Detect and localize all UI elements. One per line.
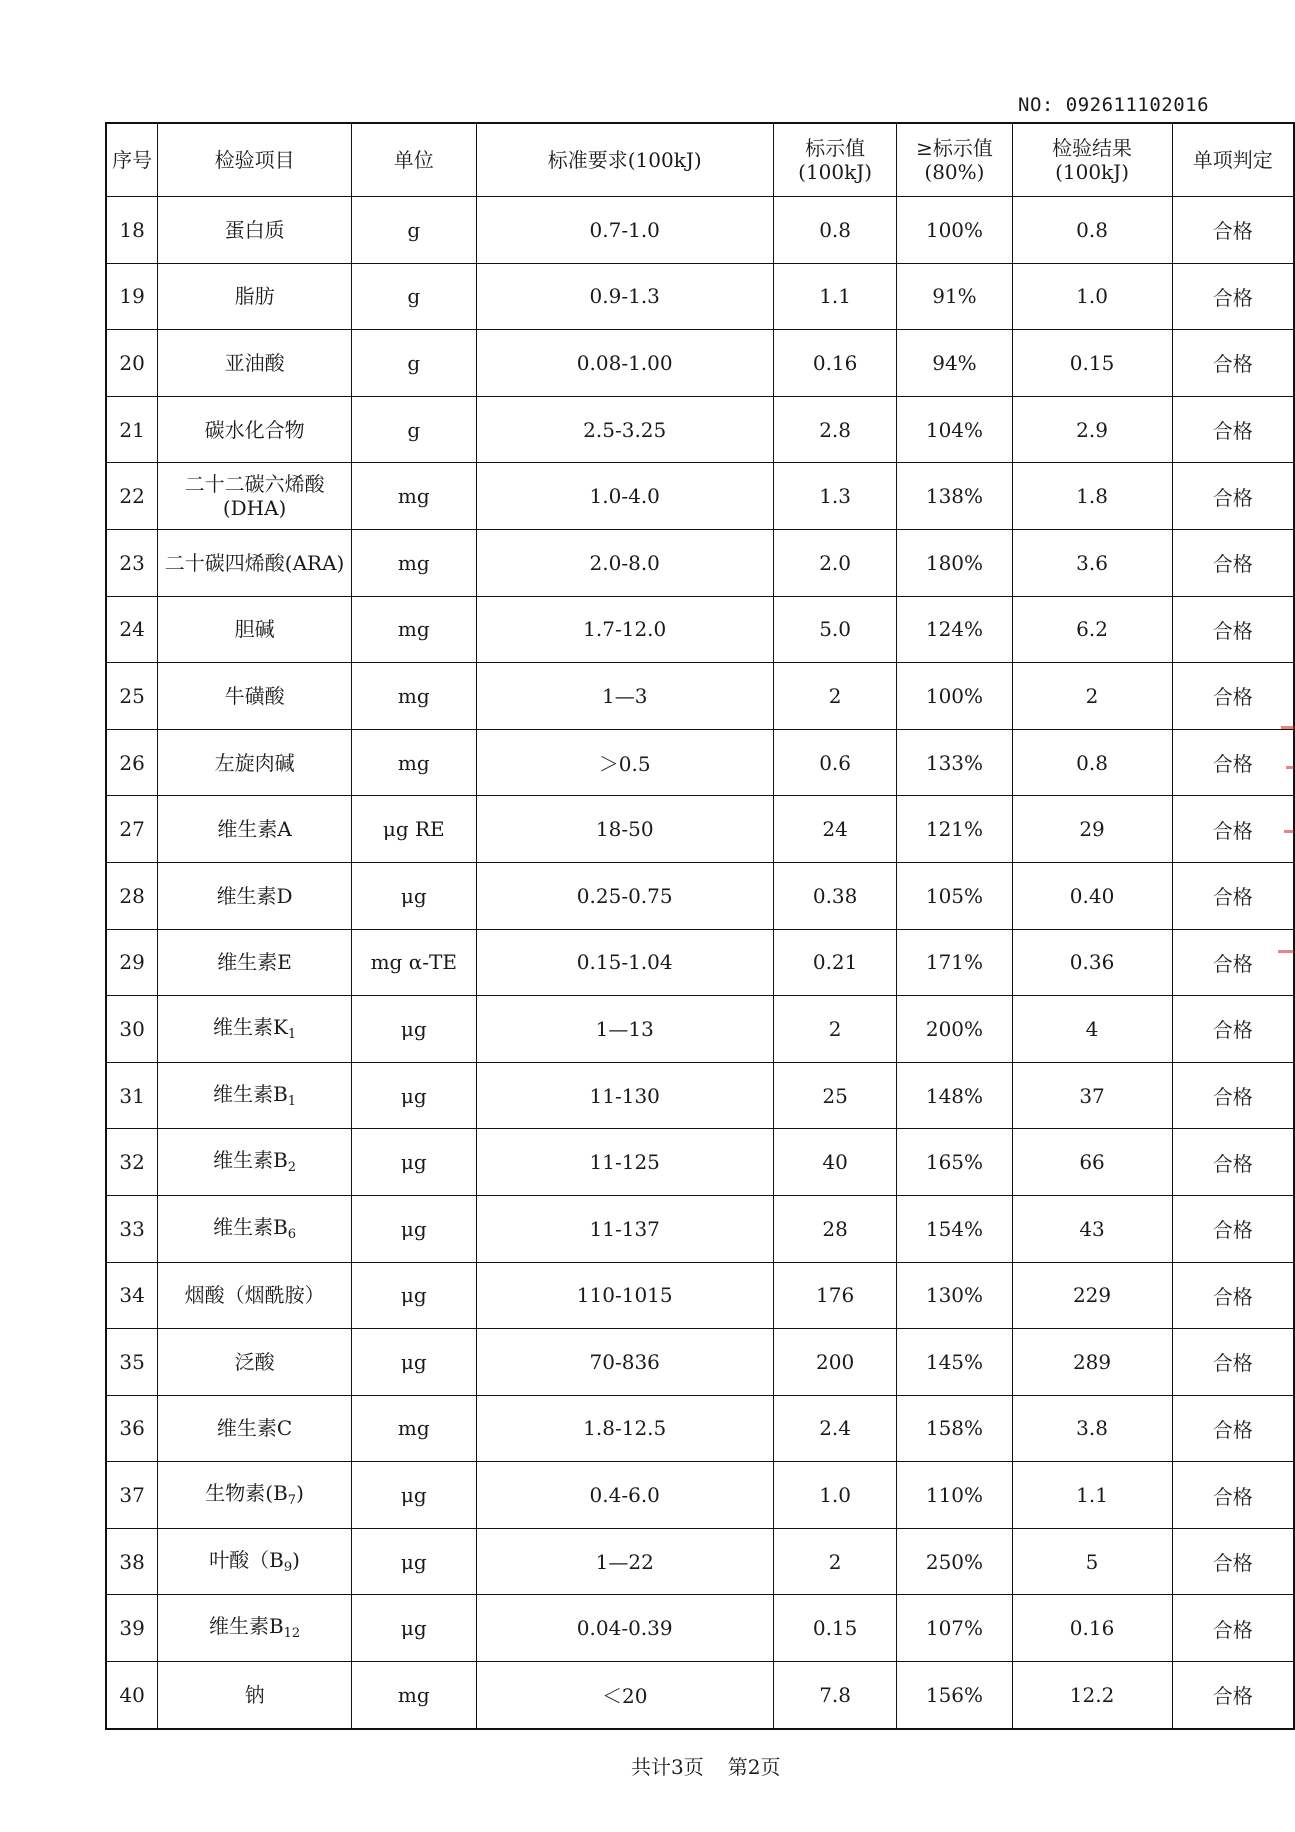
item-name: 维生素D [216, 883, 293, 908]
cell-seq: 26 [106, 729, 158, 796]
cell-item [158, 1195, 352, 1262]
cell-standard: 1—13 [476, 996, 773, 1063]
cell-result: 229 [1012, 1262, 1172, 1329]
cell-standard: 11-137 [476, 1195, 773, 1262]
stamp-edge-mark [1284, 830, 1294, 833]
header-ge-label-line1: ≥标示值 [916, 136, 993, 160]
cell-result: 12.2 [1012, 1662, 1172, 1729]
cell-result: 66 [1012, 1129, 1172, 1196]
cell-judgement: 合格 [1172, 1062, 1294, 1129]
cell-pct: 107% [897, 1595, 1012, 1662]
cell-result: 0.40 [1012, 862, 1172, 929]
cell-result: 43 [1012, 1195, 1172, 1262]
cell-standard: 18-50 [476, 796, 773, 863]
item-subscript: 2 [287, 1160, 297, 1176]
cell-label: 2.8 [773, 396, 896, 463]
table-row [106, 729, 1294, 796]
item-name: 左旋肉碱 [214, 750, 295, 775]
cell-seq: 36 [106, 1395, 158, 1462]
cell-seq: 39 [106, 1595, 158, 1662]
stamp-edge-mark [1281, 726, 1295, 729]
cell-pct: 180% [897, 529, 1012, 596]
cell-pct: 104% [897, 396, 1012, 463]
cell-standard: 11-125 [476, 1129, 773, 1196]
table-row [106, 1662, 1294, 1729]
cell-unit: mg [352, 463, 477, 530]
cell-standard: 1.0-4.0 [476, 463, 773, 530]
total-pages: 共计3页 [631, 1755, 704, 1779]
cell-seq: 29 [106, 929, 158, 996]
cell-result: 289 [1012, 1329, 1172, 1396]
cell-item [158, 1329, 352, 1396]
cell-result: 4 [1012, 996, 1172, 1063]
cell-judgement: 合格 [1172, 1595, 1294, 1662]
header-result-line2: (100kJ) [1055, 160, 1129, 184]
cell-standard: ＞0.5 [476, 729, 773, 796]
cell-seq: 34 [106, 1262, 158, 1329]
item-name: 维生素C [216, 1416, 293, 1441]
cell-unit: μg [352, 996, 477, 1063]
cell-seq: 40 [106, 1662, 158, 1729]
item-subscript: 1 [287, 1027, 297, 1043]
cell-result: 0.8 [1012, 197, 1172, 264]
table-row [106, 929, 1294, 996]
item-name: 维生素B [213, 1214, 288, 1239]
cell-standard: 70-836 [476, 1329, 773, 1396]
cell-pct: 165% [897, 1129, 1012, 1196]
cell-item [158, 1462, 352, 1529]
header-result [1012, 123, 1172, 197]
cell-item [158, 263, 352, 330]
cell-item [158, 729, 352, 796]
item-name: 蛋白质 [224, 217, 285, 242]
cell-seq: 25 [106, 663, 158, 730]
header-unit-text: 单位 [393, 148, 434, 172]
cell-unit: mg [352, 596, 477, 663]
cell-standard: 110-1015 [476, 1262, 773, 1329]
header-ge-label-line2: (80%) [924, 160, 985, 184]
cell-item [158, 862, 352, 929]
header-label-value [773, 123, 896, 197]
cell-unit: μg [352, 1129, 477, 1196]
cell-seq: 19 [106, 263, 158, 330]
item-subscript: 9 [283, 1559, 293, 1575]
cell-standard: 1.8-12.5 [476, 1395, 773, 1462]
cell-judgement: 合格 [1172, 197, 1294, 264]
table-row [106, 197, 1294, 264]
item-suffix: ) [292, 1547, 300, 1572]
cell-judgement: 合格 [1172, 862, 1294, 929]
cell-pct: 133% [897, 729, 1012, 796]
cell-pct: 105% [897, 862, 1012, 929]
current-page: 第2页 [727, 1755, 781, 1779]
cell-unit: g [352, 396, 477, 463]
cell-result: 0.36 [1012, 929, 1172, 996]
table-row [106, 1062, 1294, 1129]
header-standard-text: 标准要求(100kJ) [547, 148, 702, 172]
cell-item [158, 1062, 352, 1129]
table-row [106, 1462, 1294, 1529]
cell-standard: 1—3 [476, 663, 773, 730]
cell-unit: mg [352, 1662, 477, 1729]
cell-result: 2.9 [1012, 396, 1172, 463]
cell-item [158, 663, 352, 730]
header-ge-label [897, 123, 1012, 197]
cell-unit: μg [352, 862, 477, 929]
cell-judgement: 合格 [1172, 796, 1294, 863]
cell-label: 1.0 [773, 1462, 896, 1529]
table-row [106, 1329, 1294, 1396]
cell-label: 2 [773, 996, 896, 1063]
cell-pct: 91% [897, 263, 1012, 330]
item-name: 维生素B [213, 1148, 288, 1173]
item-name: 维生素A [217, 817, 292, 842]
cell-standard: 0.08-1.00 [476, 330, 773, 397]
cell-unit: μg [352, 1462, 477, 1529]
cell-unit: mg [352, 729, 477, 796]
table-header-row [106, 123, 1294, 197]
cell-seq: 21 [106, 396, 158, 463]
cell-label: 2 [773, 1528, 896, 1595]
cell-label: 24 [773, 796, 896, 863]
cell-unit: mg [352, 1395, 477, 1462]
cell-label: 2.0 [773, 529, 896, 596]
cell-result: 2 [1012, 663, 1172, 730]
cell-seq: 24 [106, 596, 158, 663]
cell-label: 0.21 [773, 929, 896, 996]
cell-label: 5.0 [773, 596, 896, 663]
cell-seq: 37 [106, 1462, 158, 1529]
item-name: 二十二碳六烯酸 [184, 472, 325, 497]
table-row [106, 463, 1294, 530]
header-judgement-text: 单项判定 [1192, 148, 1273, 172]
cell-unit: μg RE [352, 796, 477, 863]
item-name: 维生素K [212, 1015, 288, 1040]
item-name: 泛酸 [234, 1349, 275, 1374]
cell-seq: 22 [106, 463, 158, 530]
cell-judgement: 合格 [1172, 1662, 1294, 1729]
cell-label: 2.4 [773, 1395, 896, 1462]
cell-pct: 250% [897, 1528, 1012, 1595]
table-row [106, 529, 1294, 596]
cell-pct: 124% [897, 596, 1012, 663]
cell-judgement: 合格 [1172, 1528, 1294, 1595]
cell-seq: 28 [106, 862, 158, 929]
cell-unit: μg [352, 1329, 477, 1396]
cell-judgement: 合格 [1172, 929, 1294, 996]
table-row [106, 396, 1294, 463]
cell-item [158, 1395, 352, 1462]
cell-result: 0.8 [1012, 729, 1172, 796]
cell-judgement: 合格 [1172, 1462, 1294, 1529]
cell-item [158, 796, 352, 863]
header-seq [106, 123, 158, 197]
cell-judgement: 合格 [1172, 1195, 1294, 1262]
header-item-text: 检验项目 [214, 148, 295, 172]
cell-label: 0.38 [773, 862, 896, 929]
cell-label: 40 [773, 1129, 896, 1196]
cell-unit: μg [352, 1528, 477, 1595]
header-label-value-line2: (100kJ) [798, 160, 873, 184]
cell-pct: 200% [897, 996, 1012, 1063]
item-name: 二十碳四烯酸(ARA) [164, 550, 345, 575]
cell-label: 1.1 [773, 263, 896, 330]
cell-seq: 33 [106, 1195, 158, 1262]
cell-item [158, 596, 352, 663]
cell-seq: 27 [106, 796, 158, 863]
cell-unit: μg [352, 1062, 477, 1129]
cell-result: 1.0 [1012, 263, 1172, 330]
item-name: 碳水化合物 [204, 417, 305, 442]
cell-judgement: 合格 [1172, 263, 1294, 330]
item-subscript: 12 [283, 1626, 301, 1642]
stamp-edge-mark [1278, 950, 1294, 953]
header-item [158, 123, 352, 197]
cell-seq: 32 [106, 1129, 158, 1196]
cell-judgement: 合格 [1172, 1262, 1294, 1329]
cell-judgement: 合格 [1172, 529, 1294, 596]
header-seq-text: 序号 [112, 148, 153, 172]
cell-label: 2 [773, 663, 896, 730]
item-name: 维生素B [208, 1614, 284, 1639]
cell-judgement: 合格 [1172, 996, 1294, 1063]
cell-seq: 38 [106, 1528, 158, 1595]
table-row [106, 1262, 1294, 1329]
cell-unit: mg [352, 529, 477, 596]
cell-unit: g [352, 330, 477, 397]
cell-seq: 18 [106, 197, 158, 264]
cell-unit: μg [352, 1262, 477, 1329]
cell-pct: 148% [897, 1062, 1012, 1129]
cell-item [158, 1595, 352, 1662]
cell-result: 3.6 [1012, 529, 1172, 596]
header-unit [352, 123, 477, 197]
header-result-line1: 检验结果 [1052, 136, 1133, 160]
cell-pct: 158% [897, 1395, 1012, 1462]
item-subscript: 1 [287, 1093, 297, 1109]
cell-result: 0.16 [1012, 1595, 1172, 1662]
cell-standard: 0.04-0.39 [476, 1595, 773, 1662]
cell-item [158, 929, 352, 996]
cell-pct: 110% [897, 1462, 1012, 1529]
table-row [106, 596, 1294, 663]
cell-item [158, 396, 352, 463]
cell-label: 1.3 [773, 463, 896, 530]
cell-pct: 94% [897, 330, 1012, 397]
item-name: 烟酸（烟酰胺） [184, 1283, 325, 1308]
header-judgement [1172, 123, 1294, 197]
table-row [106, 1129, 1294, 1196]
cell-result: 5 [1012, 1528, 1172, 1595]
cell-item [158, 1662, 352, 1729]
item-name: 叶酸（B [209, 1547, 284, 1572]
cell-pct: 121% [897, 796, 1012, 863]
cell-item [158, 1262, 352, 1329]
item-subscript: 7 [287, 1493, 297, 1509]
cell-unit: mg [352, 663, 477, 730]
cell-judgement: 合格 [1172, 463, 1294, 530]
cell-judgement: 合格 [1172, 1129, 1294, 1196]
cell-result: 1.1 [1012, 1462, 1172, 1529]
item-suffix: ) [296, 1481, 304, 1506]
cell-item [158, 197, 352, 264]
cell-pct: 154% [897, 1195, 1012, 1262]
cell-unit: mg α-TE [352, 929, 477, 996]
cell-item [158, 996, 352, 1063]
cell-judgement: 合格 [1172, 729, 1294, 796]
cell-unit: g [352, 263, 477, 330]
table-row [106, 796, 1294, 863]
cell-label: 0.6 [773, 729, 896, 796]
cell-label: 0.8 [773, 197, 896, 264]
report-number: NO: 092611102016 [1018, 94, 1210, 116]
page-indicator [631, 1751, 780, 1780]
cell-label: 25 [773, 1062, 896, 1129]
cell-label: 200 [773, 1329, 896, 1396]
cell-standard: ＜20 [476, 1662, 773, 1729]
table-row [106, 1528, 1294, 1595]
cell-label: 7.8 [773, 1662, 896, 1729]
table-row [106, 862, 1294, 929]
table-row [106, 330, 1294, 397]
cell-result: 3.8 [1012, 1395, 1172, 1462]
cell-judgement: 合格 [1172, 663, 1294, 730]
table-row [106, 996, 1294, 1063]
header-label-value-line1: 标示值 [805, 136, 866, 160]
cell-item [158, 463, 352, 530]
cell-pct: 138% [897, 463, 1012, 530]
table-body [106, 197, 1294, 1729]
cell-unit: μg [352, 1595, 477, 1662]
cell-label: 0.16 [773, 330, 896, 397]
header-standard [476, 123, 773, 197]
cell-item [158, 1528, 352, 1595]
cell-seq: 20 [106, 330, 158, 397]
cell-item [158, 529, 352, 596]
item-name: 维生素E [217, 950, 292, 975]
item-name: 亚油酸 [224, 350, 285, 375]
cell-standard: 2.0-8.0 [476, 529, 773, 596]
cell-unit: g [352, 197, 477, 264]
cell-standard: 0.4-6.0 [476, 1462, 773, 1529]
cell-result: 0.15 [1012, 330, 1172, 397]
table-row [106, 1195, 1294, 1262]
cell-result: 6.2 [1012, 596, 1172, 663]
table-row [106, 663, 1294, 730]
item-name: 牛磺酸 [224, 683, 285, 708]
cell-seq: 31 [106, 1062, 158, 1129]
cell-judgement: 合格 [1172, 1395, 1294, 1462]
cell-standard: 0.25-0.75 [476, 862, 773, 929]
stamp-edge-mark [1286, 766, 1294, 769]
cell-seq: 23 [106, 529, 158, 596]
cell-judgement: 合格 [1172, 1329, 1294, 1396]
cell-judgement: 合格 [1172, 330, 1294, 397]
cell-pct: 130% [897, 1262, 1012, 1329]
cell-standard: 11-130 [476, 1062, 773, 1129]
inspection-results-table [105, 122, 1295, 1730]
item-name: 生物素(B [205, 1481, 288, 1506]
cell-label: 176 [773, 1262, 896, 1329]
item-name-line2: (DHA) [222, 496, 287, 521]
cell-pct: 100% [897, 197, 1012, 264]
cell-item [158, 1129, 352, 1196]
cell-label: 28 [773, 1195, 896, 1262]
table-row [106, 1595, 1294, 1662]
cell-standard: 0.7-1.0 [476, 197, 773, 264]
cell-judgement: 合格 [1172, 596, 1294, 663]
item-name: 脂肪 [234, 284, 275, 309]
table-row [106, 263, 1294, 330]
cell-standard: 1—22 [476, 1528, 773, 1595]
cell-pct: 100% [897, 663, 1012, 730]
cell-label: 0.15 [773, 1595, 896, 1662]
item-subscript: 6 [287, 1226, 297, 1242]
item-name: 钠 [244, 1682, 265, 1707]
cell-pct: 145% [897, 1329, 1012, 1396]
cell-result: 1.8 [1012, 463, 1172, 530]
cell-standard: 0.15-1.04 [476, 929, 773, 996]
cell-result: 37 [1012, 1062, 1172, 1129]
cell-result: 29 [1012, 796, 1172, 863]
cell-standard: 2.5-3.25 [476, 396, 773, 463]
cell-seq: 35 [106, 1329, 158, 1396]
cell-standard: 1.7-12.0 [476, 596, 773, 663]
cell-judgement: 合格 [1172, 396, 1294, 463]
cell-unit: μg [352, 1195, 477, 1262]
item-name: 胆碱 [234, 617, 275, 642]
cell-item [158, 330, 352, 397]
item-name: 维生素B [213, 1081, 288, 1106]
cell-pct: 156% [897, 1662, 1012, 1729]
cell-seq: 30 [106, 996, 158, 1063]
cell-pct: 171% [897, 929, 1012, 996]
cell-standard: 0.9-1.3 [476, 263, 773, 330]
table-row [106, 1395, 1294, 1462]
